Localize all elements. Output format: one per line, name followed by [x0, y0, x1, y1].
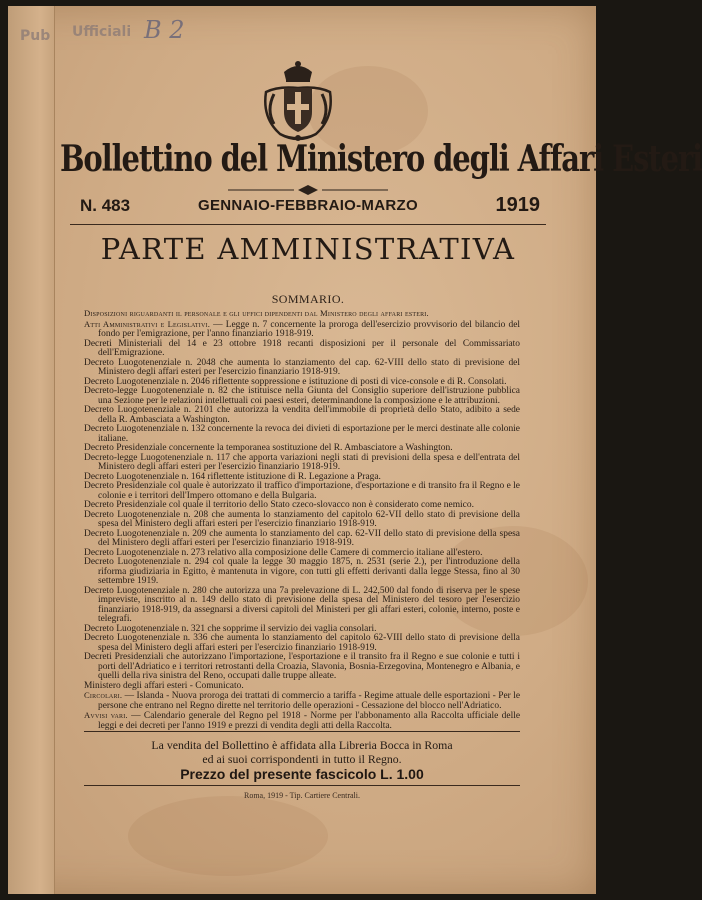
summary-entry-text: — Legge n. 7 concernente la proroga dell'esercizio provvisorio del bilancio del fondo per l'emigrazione, per l'anno finanziario 1918-919.	[98, 319, 521, 339]
sale-notice	[84, 738, 520, 766]
summary-list	[84, 309, 520, 731]
office-stamp	[14, 18, 204, 48]
summary-entry	[84, 711, 520, 731]
summary-entry	[84, 558, 520, 587]
summary-entry	[84, 682, 520, 692]
summary-entry-text: Decreto Presidenziale col quale il territorio dello Stato czeco-slovacco non è considerato come nemico.	[84, 500, 474, 510]
summary-entry-text: Decreto Luogotenenziale n. 2046 riflettente soppressione e istituzione di posti di vice-console e di R. Consolati.	[84, 376, 507, 387]
binding-spine	[8, 6, 55, 894]
bulletin-title: Bollettino del Ministero degli Affari Esteri	[60, 137, 702, 180]
summary-entry	[84, 359, 520, 378]
stamp-office: Ufficiali	[72, 24, 132, 40]
summary-entry	[84, 587, 520, 625]
summary-entry-text: Decreto Presidenziale col quale è autorizzato il traffico d'importazione, d'esportazione e di transito fra il Regno e le colonie e i territori dell'Impero ottomano e della Bulgaria.	[84, 481, 520, 501]
summary-entry-text: Decreto Luogotenenziale n. 132 concernente la revoca dei divieti di esportazione per le merci destinate alle colonie italiane.	[84, 424, 520, 444]
footer-rule-bottom	[84, 785, 520, 786]
sale-line-2: ed ai suoi corrispondenti in tutto il Regno.	[202, 752, 402, 766]
stamp-prefix: Pub	[20, 28, 51, 44]
section-title: PARTE AMMINISTRATIVA	[100, 232, 516, 266]
summary-entry-text: Decreto Luogotenenziale n. 164 riflettente istituzione di R. Legazione a Praga.	[84, 471, 381, 482]
summary-entry	[84, 482, 520, 501]
summary-entry-lead: Circolari.	[84, 690, 123, 700]
summary-entry-text: Decreto-legge Luogotenenziale n. 82 che istituisce nella Giunta del Consiglio superiore dell'istruzione pubblica una Sezione per le relazioni intellettuali coi paesi esteri, determinandone la composizione e le attribuzioni.	[84, 386, 520, 406]
issue-number: N. 483	[80, 196, 131, 215]
issue-year: 1919	[495, 194, 540, 216]
summary-entry	[84, 454, 520, 473]
summary-entry	[84, 634, 520, 653]
summary-entry-text: Decreto Luogotenenziale n. 294 col quale la legge 30 maggio 1875, n. 2531 (serie 2.), per l'introduzione della riforma giudiziaria in Egitto, è mantenuta in vigore, con tutti gli effetti derivanti dalla legge Stessa, fino al 30 settembre 1919.	[84, 557, 520, 586]
summary-entry	[84, 425, 520, 444]
summary-entry-text: — Calendario generale del Regno pel 1918 - Norme per l'abbonamento alla Raccolta ufficiale delle leggi e dei decreti per l'anno 1919 e prezzi di vendita degli atti della Raccolta.	[98, 711, 521, 731]
summary-entry	[84, 530, 520, 549]
summary-entry	[84, 691, 520, 711]
issue-row	[70, 196, 546, 222]
savoy-crest-icon	[260, 58, 336, 142]
summary-entry-text: Decreto Luogotenenziale n. 209 che aumenta lo stanziamento del cap. 62-VII dello stato di previsione della spesa del Ministero degli affari esteri per l'esercizio finanziario 1918-919.	[84, 528, 520, 548]
ornament-divider-icon	[228, 184, 388, 196]
summary-entry	[84, 320, 520, 340]
printer-line: Roma, 1919 - Tip. Cartiere Centrali.	[244, 791, 360, 800]
summary-entry-text: Decreto Presidenziale concernente la temporanea sostituzione del R. Ambasciatore a Washington.	[84, 443, 453, 453]
summary-entry	[84, 653, 520, 682]
summary-entry-text: Decreto Luogotenenziale n. 280 che autorizza una 7a prelevazione di L. 242,500 dal fondo di riserva per le spese impreviste, inscritto al n. 149 dello stato di previsione della spesa del Ministero del tesoro per l'esercizio finanziario 1918-919, da assegnarsi a diversi capitoli del Ministeri per gli affari esteri, colonie, interno, poste e telegrafi.	[84, 585, 520, 624]
summary-entry	[84, 387, 520, 406]
summary-entry-text: — Islanda - Nuova proroga dei trattati di commercio a tariffa - Regime attuale delle esportazioni - Per le persone che entrano nel Regno dirette nel territorio delle operazioni - Cessazione del blocco nell'Adriatico.	[98, 691, 521, 711]
summary-entry-text: Decreto Luogotenenziale n. 336 che aumenta lo stanziamento del capitolo 62-VIII dello stato di previsione della spesa del Ministero degli affari esteri per l'esercizio finanziario 1918-919.	[84, 633, 520, 653]
summary-entry	[84, 511, 520, 530]
summary-entry-text: Decreti Presidenziali che autorizzano l'importazione, l'esportazione e il transito fra il Regno e sue colonie e tutti i porti dell'Adriatico e i territori retrostanti della Croazia, Slavonia, Bosnia-Erzegovina, Montenegro e Albania, e quelli della riva sinistra del Reno, occupati dalle truppe alleate.	[84, 652, 520, 681]
summary-entry-lead: Atti Amministrativi e Legislativi.	[84, 318, 211, 329]
paper-stain	[128, 796, 328, 876]
summary-entry	[84, 406, 520, 425]
summary-entry	[84, 340, 520, 359]
summary-entry-text: Ministero degli affari esteri - Comunicato.	[84, 680, 244, 691]
summary-entry-text: Decreto-legge Luogotenenziale n. 117 che apporta variazioni negli stati di previsioni della spesa e dell'entrata del Ministero degli affari esteri per l'esercizio finanziario 1918-919.	[84, 452, 520, 472]
footer-rule-top	[84, 731, 520, 732]
summary-entry-text: Decreti Ministeriali del 14 e 23 ottobre 1918 recanti disposizioni per il personale del Commissariato dell'Emigrazione.	[84, 338, 520, 358]
summary-entry-text: Decreto Luogotenenziale n. 273 relativo alla composizione delle Camere di commercio italiane all'estero.	[84, 547, 483, 558]
summary-entry-text: Decreto Luogotenenziale n. 2048 che aumenta lo stanziamento del cap. 62-VIII dello stato di previsione del Ministero degli affari esteri per l'esercizio finanziario 1918-919.	[84, 357, 520, 377]
sale-line-1: La vendita del Bollettino è affidata alla Libreria Bocca in Roma	[151, 738, 453, 752]
summary-entry-text: Decreto Luogotenenziale n. 321 che sopprime il servizio dei vaglia consolari.	[84, 623, 377, 634]
summary-entry-text: Decreto Luogotenenziale n. 2101 che autorizza la vendita dell'immobile di proprietà dello Stato, adibito a sede della R. Ambasciata a Washington.	[84, 405, 520, 425]
summary-entry-lead: Avvisi vari.	[84, 710, 128, 720]
summary-label: SOMMARIO.	[271, 292, 345, 306]
summary-entry-lead: Disposizioni riguardanti il personale e gli uffici dipendenti dal Ministero degli affari esteri.	[84, 308, 429, 318]
summary-entry-text: Decreto Luogotenenziale n. 208 che aumenta lo stanziamento del capitolo 62-VII dello stato di previsione della spesa del Ministero degli affari esteri per l'esercizio finanziario 1918-919.	[84, 509, 520, 529]
document-page	[8, 6, 702, 894]
handwritten-mark: B 2	[144, 16, 185, 44]
issue-months: GENNAIO-FEBBRAIO-MARZO	[198, 197, 418, 214]
header-rule	[70, 224, 546, 225]
price-line: Prezzo del presente fascicolo L. 1.00	[180, 766, 424, 782]
